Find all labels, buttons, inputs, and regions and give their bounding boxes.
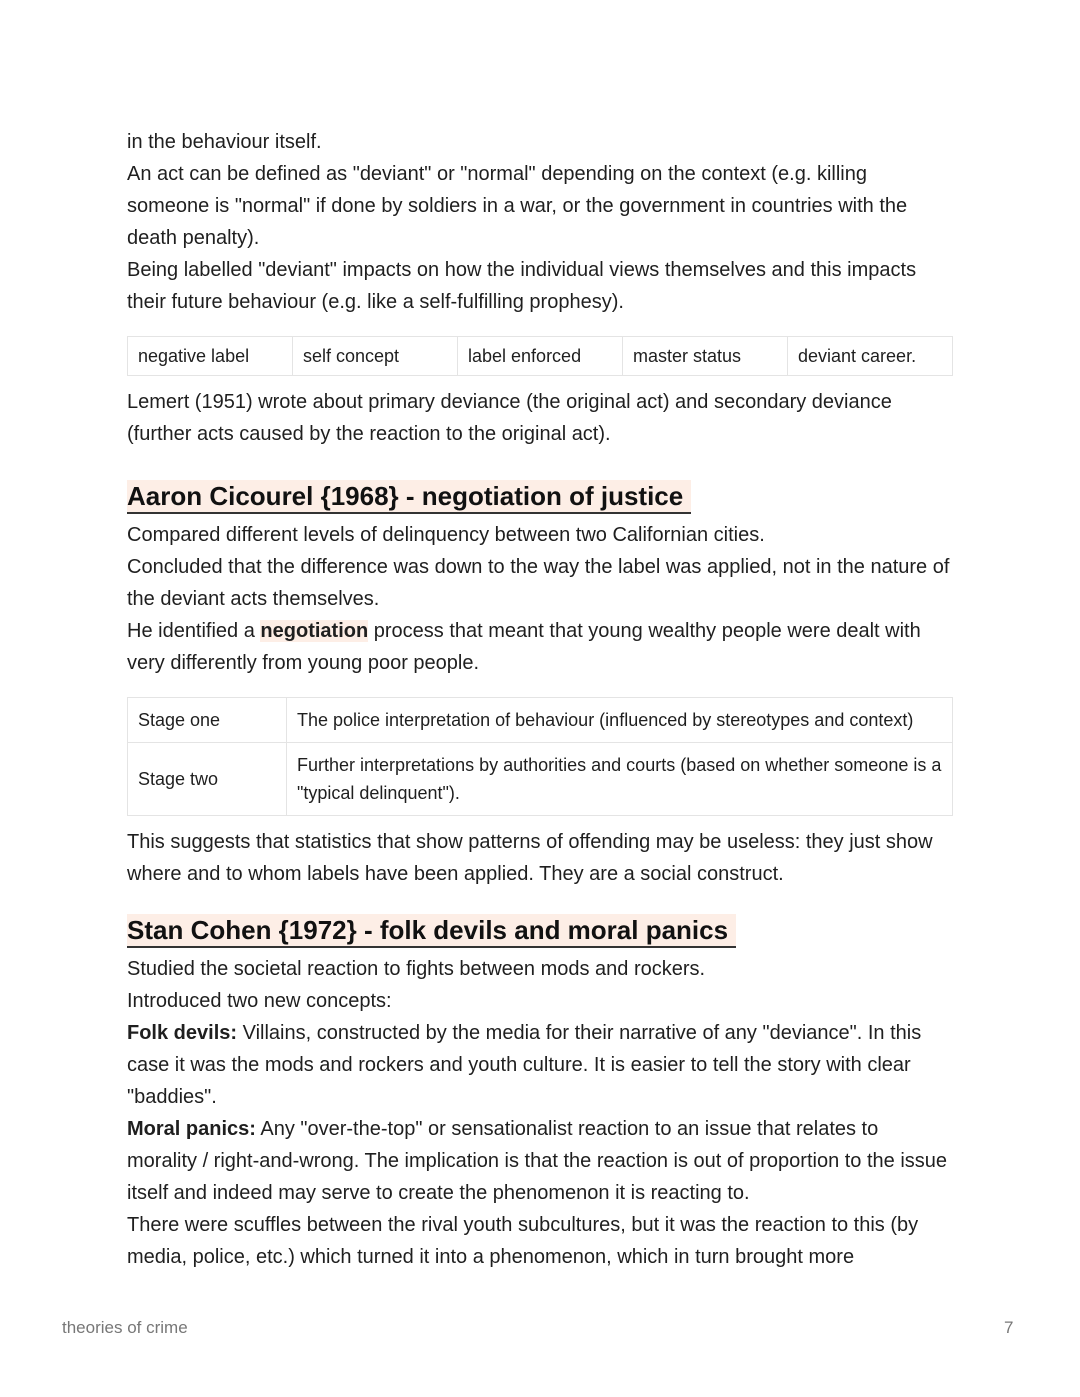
label-step: negative label — [138, 346, 250, 366]
stages-table — [127, 697, 953, 816]
cohen-p1: Studied the societal reaction to fights between mods and rockers. — [127, 958, 706, 980]
label-step: deviant career. — [787, 337, 952, 375]
negotiation-highlight: negotiation — [260, 620, 369, 642]
page-content — [127, 126, 953, 1273]
cohen-p2: Introduced two new concepts: — [127, 990, 392, 1012]
cohen-p5: There were scuffles between the rival youth subcultures, but it was the reaction to this (by media, police, etc.) which turned it into a phenomenon, which in turn brought more — [127, 1214, 919, 1268]
footer-title: theories of crime — [62, 1318, 188, 1337]
moral-panics-term: Moral panics: — [127, 1118, 256, 1140]
intro-line-3: Being labelled "deviant" impacts on how the individual views themselves and this impacts their future behaviour (e.g. like a self-fulfilling prophesy). — [127, 259, 917, 313]
label-step: label enforced — [457, 337, 622, 375]
stage-label: Stage two — [128, 743, 287, 815]
cohen-heading: Stan Cohen {1972} - folk devils and moral panics — [127, 914, 736, 948]
folk-devils-term: Folk devils: — [127, 1022, 238, 1044]
intro-line-1: in the behaviour itself. — [127, 131, 322, 153]
stage-text: Further interpretations by authorities and courts (based on whether someone is a "typical delinquent"). — [297, 755, 942, 803]
stage-row — [128, 742, 952, 815]
cicourel-p1: Compared different levels of delinquency between two Californian cities. — [127, 524, 765, 546]
cicourel-p3: He identified a negotiation process that meant that young wealthy people were dealt with very differently from young poor people. — [127, 620, 921, 674]
label-step: self concept — [292, 337, 457, 375]
label-step: master status — [622, 337, 787, 375]
cicourel-conclusion: This suggests that statistics that show patterns of offending may be useless: they just show where and to whom labels have been applied. They are a social construct. — [127, 831, 933, 885]
cicourel-p2: Concluded that the difference was down to the way the label was applied, not in the nature of the deviant acts themselves. — [127, 556, 950, 610]
moral-panics-paragraph: Moral panics: Any "over-the-top" or sensationalist reaction to an issue that relates to morality / right-and-wrong. The implication is that the reaction is out of proportion to the issue itself and indeed may serve to create the phenomenon it is reacting to. — [127, 1118, 948, 1204]
intro-line-2: An act can be defined as "deviant" or "normal" depending on the context (e.g. killing someone is "normal" if done by soldiers in a war, or the government in countries with the death penalty). — [127, 163, 908, 249]
lemert-paragraph: Lemert (1951) wrote about primary deviance (the original act) and secondary deviance (further acts caused by the reaction to the original act). — [127, 391, 892, 445]
stage-text: The police interpretation of behaviour (influenced by stereotypes and context) — [297, 710, 914, 730]
cohen-heading-wrap — [127, 914, 953, 948]
cicourel-heading: Aaron Cicourel {1968} - negotiation of justice — [127, 480, 691, 514]
stage-label: Stage one — [128, 698, 287, 742]
stage-row — [128, 698, 952, 742]
cicourel-heading-wrap — [127, 480, 953, 514]
page-number: 7 — [1004, 1318, 1014, 1337]
folk-devils-paragraph: Folk devils: Villains, constructed by the media for their narrative of any "deviance". In this case it was the mods and rockers and youth culture. It is easier to tell the story with clear "baddies". — [127, 1022, 922, 1108]
label-process-table — [127, 336, 953, 376]
